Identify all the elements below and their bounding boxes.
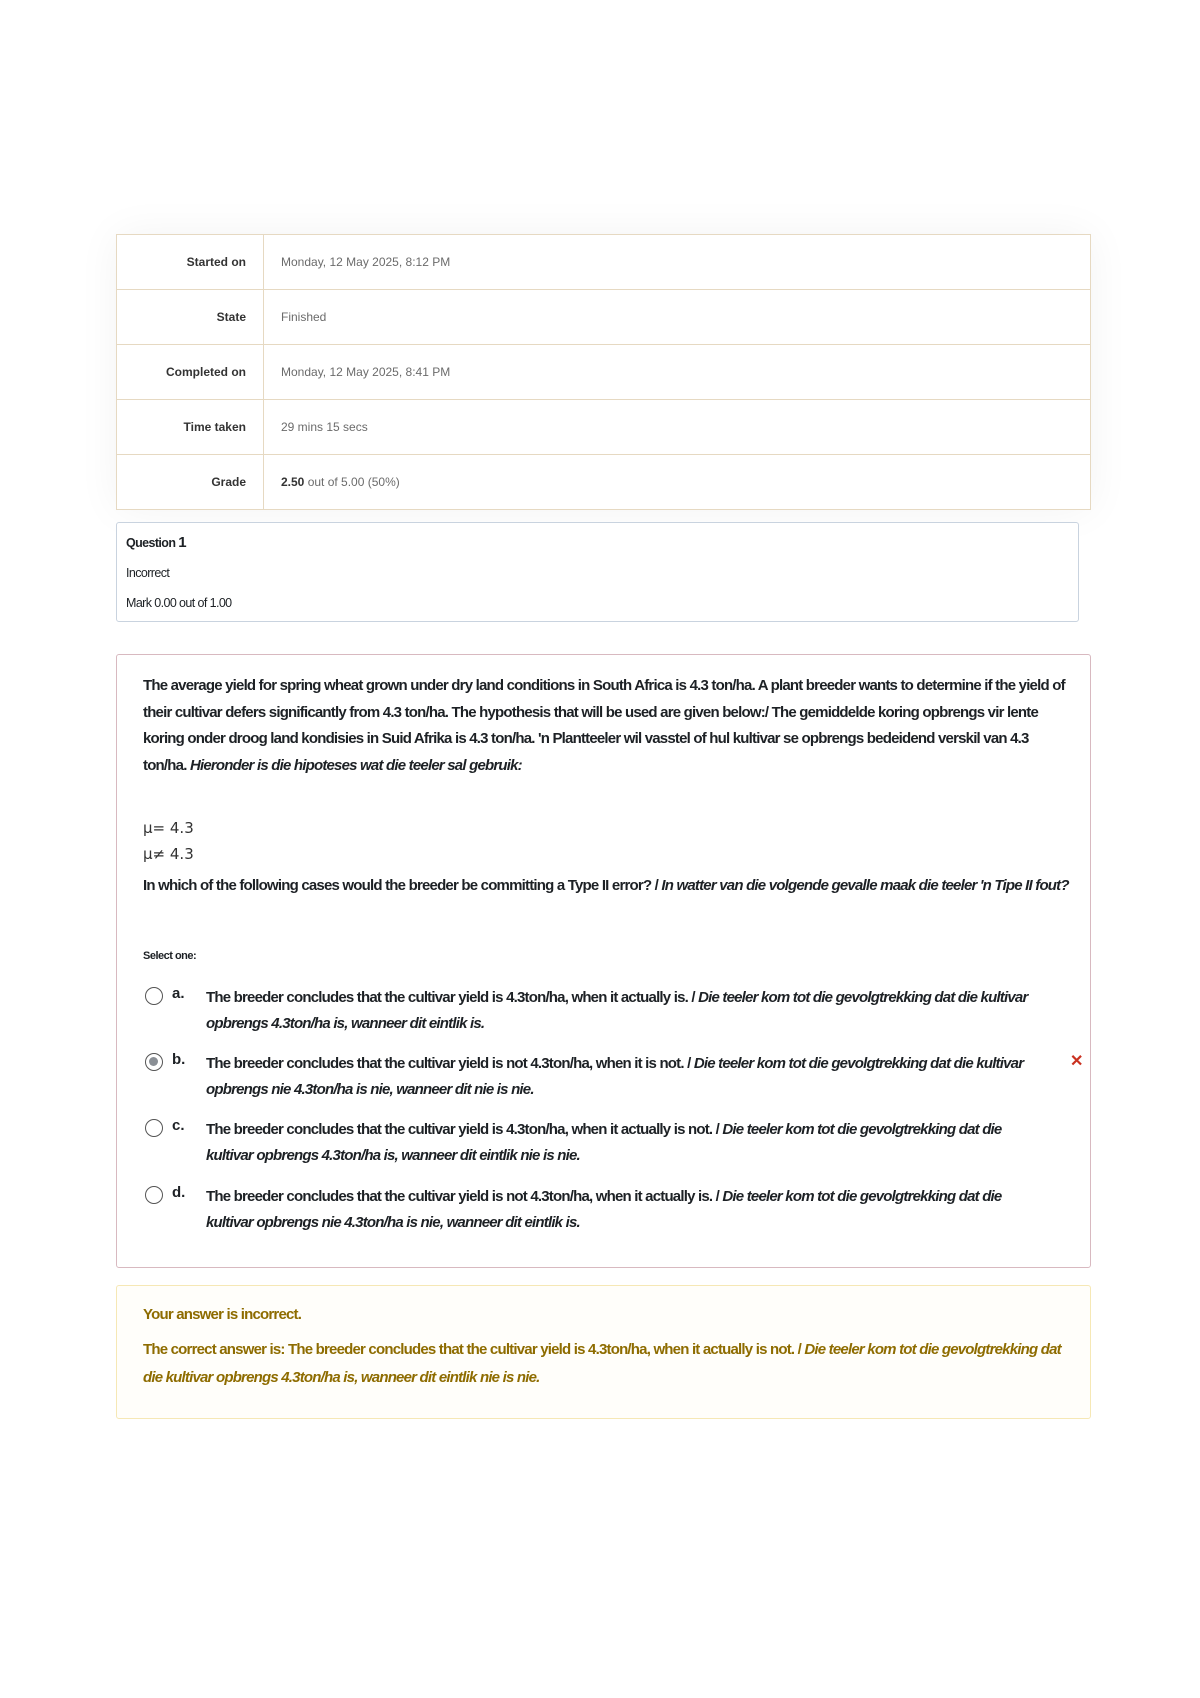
question-number: 1 — [178, 534, 186, 551]
grade-out-of: out of 5.00 (50%) — [304, 475, 400, 489]
option-a[interactable] — [145, 985, 1045, 1039]
question-title-prefix: Question — [126, 536, 179, 550]
question-text — [143, 673, 1073, 779]
option-d-text-italic: Die teeler kom tot die gevolgtrekking dat die kultivar opbrengs nie 4.3ton/ha is nie, wanneer dit eintlik is. — [206, 1188, 1002, 1231]
question-title — [126, 533, 1069, 563]
option-a-text — [206, 985, 1036, 1037]
summary-row-grade — [117, 455, 1091, 510]
summary-row-time — [117, 400, 1091, 455]
question-text-italic: Hieronder is die hipoteses wat die teeler sal gebruik: — [189, 756, 522, 774]
option-c-radio[interactable] — [145, 1119, 163, 1137]
question-mark: Mark 0.00 out of 1.00 — [126, 596, 232, 610]
option-c-text — [206, 1117, 1036, 1169]
option-b-radio[interactable] — [145, 1053, 163, 1071]
option-a-radio[interactable] — [145, 987, 163, 1005]
select-one-label: Select one: — [143, 950, 197, 962]
grade-value — [264, 455, 1091, 510]
time-taken-label: Time taken — [117, 400, 264, 455]
null-hypothesis: μ= 4.3 — [143, 819, 194, 837]
option-c-text-main: The breeder concludes that the cultivar yield is 4.3ton/ha, when it actually is not. / — [206, 1121, 723, 1138]
state-value: Finished — [264, 290, 1091, 345]
option-c[interactable] — [145, 1117, 1045, 1171]
state-label: State — [117, 290, 264, 345]
incorrect-icon: ✕ — [1070, 1053, 1084, 1070]
summary-row-started — [117, 235, 1091, 290]
summary-row-completed — [117, 345, 1091, 400]
option-b-text-italic: Die teeler kom tot die gevolgtrekking dat die kultivar opbrengs nie 4.3ton/ha is nie, wanneer dit nie is nie. — [206, 1055, 1024, 1098]
feedback-correct-answer — [143, 1336, 1068, 1392]
option-d-letter: d. — [172, 1184, 186, 1201]
grade-label: Grade — [117, 455, 264, 510]
attempt-summary-table — [116, 234, 1091, 510]
feedback-correct-italic: Die teeler kom tot die gevolgtrekking dat die kultivar opbrengs 4.3ton/ha is, wanneer dit eintlik nie is nie. — [143, 1341, 1061, 1386]
feedback-correct-main: The correct answer is: The breeder concludes that the cultivar yield is 4.3ton/ha, when it actually is not. / — [143, 1341, 805, 1358]
option-a-text-italic: Die teeler kom tot die gevolgtrekking dat die kultivar opbrengs 4.3ton/ha is, wanneer dit eintlik is. — [206, 989, 1028, 1032]
option-c-letter: c. — [172, 1117, 185, 1134]
started-on-label: Started on — [117, 235, 264, 290]
question-prompt-main: In which of the following cases would the breeder be committing a Type II error? / — [143, 877, 662, 894]
option-b[interactable] — [145, 1051, 1084, 1105]
time-taken-value: 29 mins 15 secs — [264, 400, 1091, 455]
completed-on-value: Monday, 12 May 2025, 8:41 PM — [264, 345, 1091, 400]
question-content-box — [116, 654, 1091, 1268]
option-d-radio[interactable] — [145, 1186, 163, 1204]
option-b-text — [206, 1051, 1036, 1103]
feedback-result: Your answer is incorrect. — [143, 1306, 302, 1323]
option-d[interactable] — [145, 1184, 1045, 1238]
option-c-text-italic: Die teeler kom tot die gevolgtrekking dat die kultivar opbrengs 4.3ton/ha is, wanneer dit eintlik nie is nie. — [206, 1121, 1002, 1164]
option-a-text-main: The breeder concludes that the cultivar yield is 4.3ton/ha, when it actually is. / — [206, 989, 699, 1006]
question-prompt-italic: In watter van die volgende gevalle maak die teeler 'n Tipe II fout? — [661, 877, 1069, 894]
question-prompt — [143, 873, 1073, 900]
option-b-text-main: The breeder concludes that the cultivar yield is not 4.3ton/ha, when it is not. / — [206, 1055, 694, 1072]
completed-on-label: Completed on — [117, 345, 264, 400]
started-on-value: Monday, 12 May 2025, 8:12 PM — [264, 235, 1091, 290]
feedback-panel — [116, 1285, 1091, 1419]
option-d-text-main: The breeder concludes that the cultivar yield is not 4.3ton/ha, when it actually is. / — [206, 1188, 723, 1205]
question-status: Incorrect — [126, 566, 170, 580]
option-d-text — [206, 1184, 1036, 1236]
alternative-hypothesis: μ≠ 4.3 — [143, 845, 194, 863]
grade-score: 2.50 — [281, 475, 305, 489]
option-b-letter: b. — [172, 1051, 186, 1068]
question-info-panel — [116, 522, 1079, 622]
option-a-letter: a. — [172, 985, 185, 1002]
summary-row-state — [117, 290, 1091, 345]
question-text-main: The average yield for spring wheat grown under dry land conditions in South Africa is 4.3 ton/ha. A plant breeder wants to determine if the yield of their cultivar defers significantly from 4.3 ton/ha. The hypothesis that will be used are given below:/ The gemiddelde koring opbrengs vir lente koring onder droog land kondisies in Suid Afrika is 4.3 ton/ha. 'n Plantteeler wil vasstel of hul kultivar se opbrengs bedeidend verskil van 4.3 ton/ha. — [143, 677, 1065, 774]
